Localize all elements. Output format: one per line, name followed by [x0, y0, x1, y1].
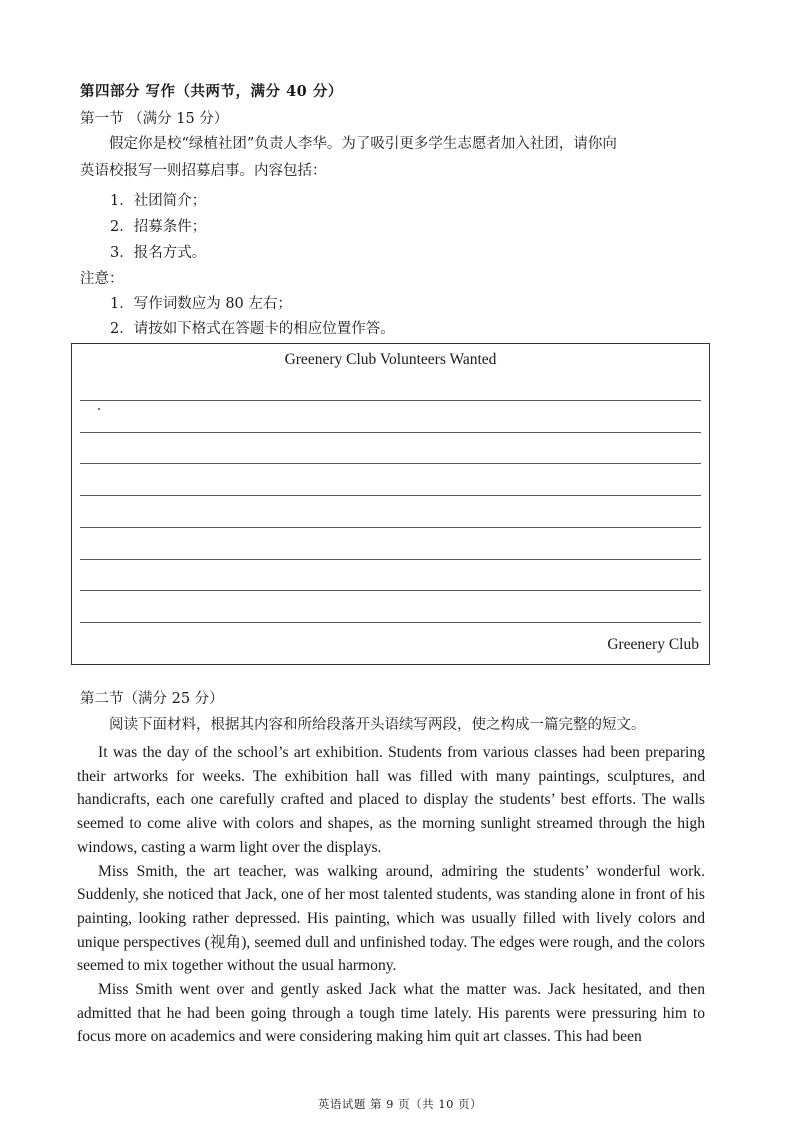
answer-line — [80, 559, 701, 560]
content-item-2: 2．招募条件； — [110, 219, 207, 235]
answer-line — [80, 527, 701, 528]
story-paragraph-1: It was the day of the school’s art exhibition. Students from various classes had been preparing their artworks for weeks. The exhibition hall was filled with many paintings, sculptures, and handicrafts, each one carefully crafted and placed to display the students’ best efforts. The walls seemed to come alive with colors and shapes, as the morning sunlight streamed through the high windows, casting a warm light over the displays. — [77, 744, 705, 856]
note-item-2: 2．请按如下格式在答题卡的相应位置作答。 — [110, 321, 395, 337]
answer-box — [71, 343, 710, 665]
answer-line — [80, 400, 701, 401]
answer-line — [80, 463, 701, 464]
answer-box-title: Greenery Club Volunteers Wanted — [284, 351, 497, 368]
content-item-1: 1．社团简介； — [110, 193, 207, 209]
page-footer: 英语试题 第 9 页（共 10 页） — [317, 1097, 483, 1111]
story-paragraph-3: Miss Smith went over and gently asked Jack what the matter was. Jack hesitated, and then admitted that he had been going through a tough time lately. His parents were pressuring him to focus more on academics and were considering making him quit art classes. This had been — [77, 981, 705, 1046]
answer-line — [80, 432, 701, 433]
part4-heading: 第四部分 写作（共两节，满分 40 分） — [80, 83, 343, 100]
section2-heading: 第二节（满分 25 分） — [80, 691, 224, 707]
story-text — [77, 741, 705, 1049]
answer-line — [80, 495, 701, 496]
section1-heading: 第一节 （满分 15 分） — [80, 111, 229, 127]
content-item-3: 3．报名方式。 — [110, 245, 207, 261]
answer-box-signature: Greenery Club — [607, 636, 699, 653]
prompt-line-1: 假定你是校“绿植社团”负责人李华。为了吸引更多学生志愿者加入社团，请你向 — [109, 136, 617, 152]
prompt-line-2: 英语校报写一则招募启事。内容包括： — [80, 163, 327, 179]
answer-line — [80, 622, 701, 623]
section2-instruction: 阅读下面材料，根据其内容和所给段落开头语续写两段，使之构成一篇完整的短文。 — [109, 717, 646, 733]
story-paragraph-2: Miss Smith, the art teacher, was walking around, admiring the students’ wonderful work. Suddenly, she noticed that Jack, one of her most talented students, was standing alone in front of his painting, looking rather depressed. His painting, which was usually filled with lively colors and unique perspectives (视角), seemed dull and unfinished today. The edges were rough, and the colors seemed to mix together without the usual harmony. — [77, 862, 705, 975]
note-item-1: 1．写作词数应为 80 左右； — [110, 296, 292, 312]
section1-prompt — [80, 131, 617, 185]
notes-label: 注意： — [80, 271, 124, 287]
answer-line — [80, 590, 701, 591]
scan-speck — [98, 408, 100, 410]
